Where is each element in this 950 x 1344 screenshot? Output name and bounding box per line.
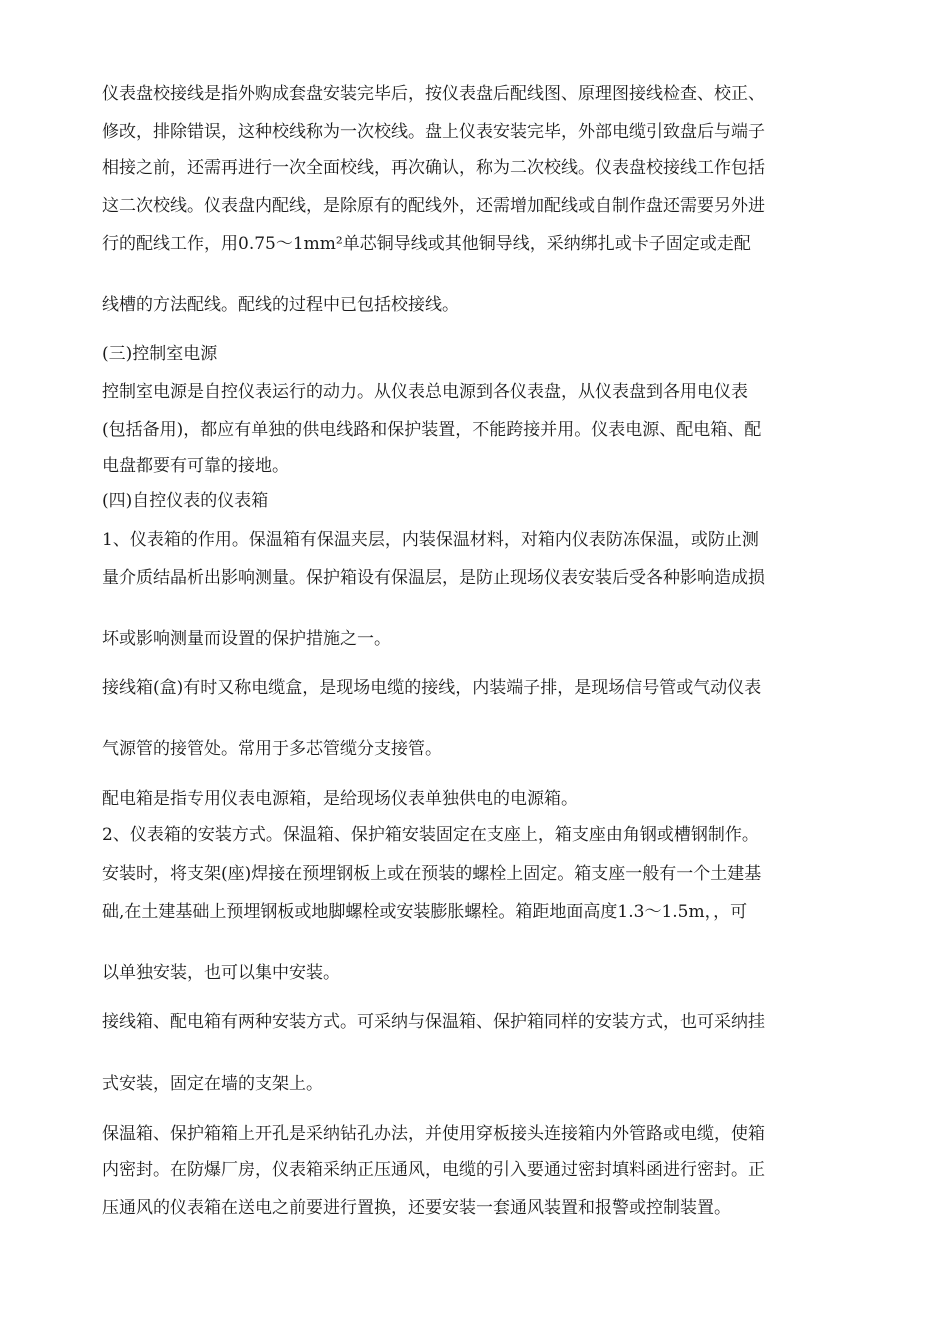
text-line: 1、仪表箱的作用。保温箱有保温夹层，内装保温材料，对箱内仪表防冻保温，或防止测 (102, 530, 759, 550)
text-line: 配电箱是指专用仪表电源箱，是给现场仪表单独供电的电源箱。 (102, 789, 578, 809)
text-line: 线槽的方法配线。配线的过程中已包括校接线。 (102, 295, 459, 315)
text-line: 接线箱(盒)有时又称电缆盒，是现场电缆的接线，内装端子排，是现场信号管或气动仪表 (102, 678, 762, 698)
text-line: 安装时，将支架(座)焊接在预埋钢板上或在预装的螺栓上固定。箱支座一般有一个土建基 (102, 864, 762, 884)
text-line: 仪表盘校接线是指外购成套盘安装完毕后，按仪表盘后配线图、原理图接线检查、校正、 (102, 84, 765, 104)
text-line: 式安装，固定在墙的支架上。 (102, 1074, 323, 1094)
text-line: 气源管的接管处。常用于多芯管缆分支接管。 (102, 739, 442, 759)
text-line: 量介质结晶析出影响测量。保护箱设有保温层，是防止现场仪表安装后受各种影响造成损 (102, 568, 765, 588)
text-line: 础,在土建基础上预埋钢板或地脚螺栓或安装膨胀螺栓。箱距地面高度1.3～1.5m，，可 (102, 902, 748, 922)
text-line: 压通风的仪表箱在送电之前要进行置换，还要安装一套通风装置和报警或控制装置。 (102, 1198, 731, 1218)
section-heading: (三)控制室电源 (102, 344, 218, 364)
text-line: 接线箱、配电箱有两种安装方式。可采纳与保温箱、保护箱同样的安装方式，也可采纳挂 (102, 1012, 765, 1032)
text-line: 内密封。在防爆厂房，仪表箱采纳正压通风，电缆的引入要通过密封填料函进行密封。正 (102, 1160, 765, 1180)
text-line: 修改，排除错误，这种校线称为一次校线。盘上仪表安装完毕，外部电缆引致盘后与端子 (102, 122, 765, 142)
text-line: 坏或影响测量而设置的保护措施之一。 (102, 629, 391, 649)
text-line: 相接之前，还需再进行一次全面校线，再次确认，称为二次校线。仪表盘校接线工作包括 (102, 158, 765, 178)
section-heading: (四)自控仪表的仪表箱 (102, 491, 269, 511)
text-line: 以单独安装，也可以集中安装。 (102, 963, 340, 983)
text-line: (包括备用)，都应有单独的供电线路和保护装置，不能跨接并用。仪表电源、配电箱、配 (102, 420, 762, 440)
text-line: 2、仪表箱的安装方式。保温箱、保护箱安装固定在支座上，箱支座由角钢或槽钢制作。 (102, 825, 759, 845)
text-line: 行的配线工作，用0.75～1mm²单芯铜导线或其他铜导线，采纳绑扎或卡子固定或走配 (102, 234, 751, 254)
text-line: 控制室电源是自控仪表运行的动力。从仪表总电源到各仪表盘，从仪表盘到各用电仪表 (102, 382, 748, 402)
text-line: 这二次校线。仪表盘内配线，是除原有的配线外，还需增加配线或自制作盘还需要另外进 (102, 196, 765, 216)
text-line: 保温箱、保护箱箱上开孔是采纳钻孔办法，并使用穿板接头连接箱内外管路或电缆，使箱 (102, 1124, 765, 1144)
text-line: 电盘都要有可靠的接地。 (102, 456, 289, 476)
